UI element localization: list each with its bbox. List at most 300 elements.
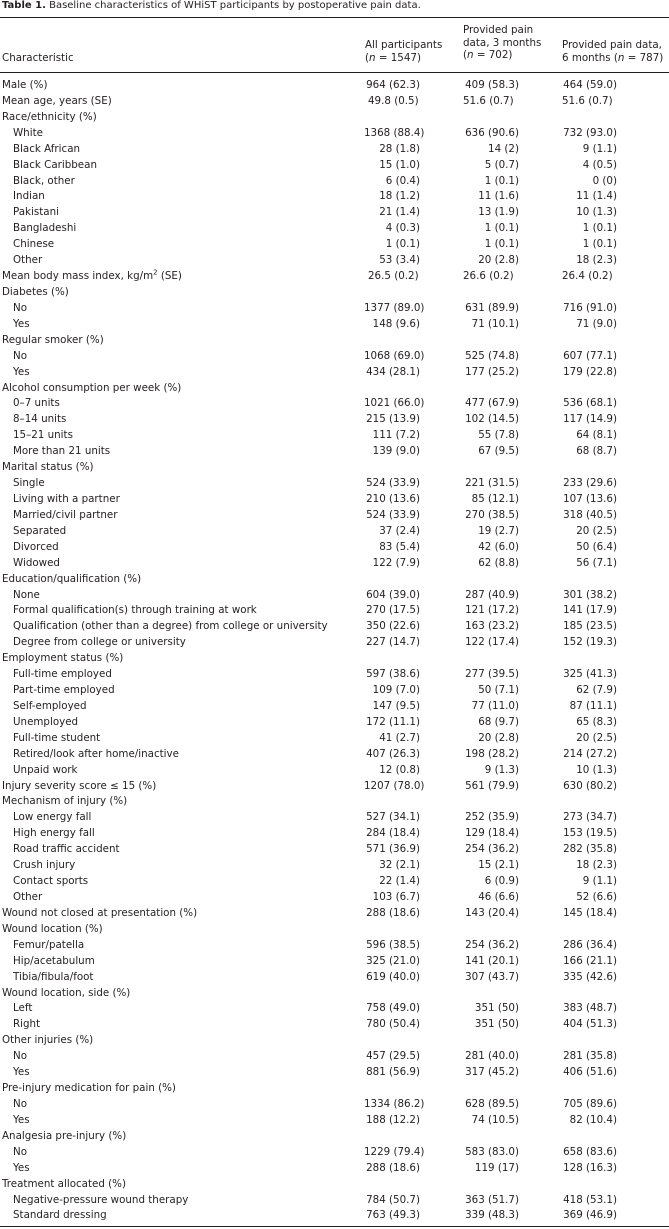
pain-6m-cell: 464 (59.0) — [563, 79, 617, 91]
pain-6m-cell: 607 (77.1) — [563, 349, 617, 362]
all-participants-cell: 270 (17.5) — [366, 604, 420, 617]
header-characteristic: Characteristic — [2, 52, 74, 64]
pain-6m-cell: 18 (2.3) — [576, 859, 617, 872]
header-3-months — [463, 24, 541, 62]
pain-3m-cell: 15 (2.1) — [478, 859, 519, 872]
all-participants-cell: 18 (1.2) — [379, 190, 420, 203]
table-row — [0, 221, 669, 237]
pain-3m-cell: 177 (25.2) — [465, 365, 519, 378]
pain-3m-cell: 409 (58.3) — [465, 79, 519, 91]
all-participants-cell: 763 (49.3) — [366, 1209, 420, 1222]
row-label: Unpaid work — [13, 763, 78, 776]
section-header-row — [0, 986, 669, 1002]
header-3m-line1: Provided pain — [463, 24, 534, 36]
all-participants-cell: 147 (9.5) — [372, 699, 420, 712]
table-row — [0, 635, 669, 651]
table-row — [0, 826, 669, 842]
pain-6m-cell: 658 (83.6) — [563, 1145, 617, 1158]
row-label: Other — [13, 254, 43, 267]
table-row — [0, 1208, 669, 1224]
pain-3m-cell: 13 (1.9) — [478, 206, 519, 219]
table-row — [0, 158, 669, 174]
all-participants-cell: 434 (28.1) — [366, 365, 420, 378]
table-row — [0, 1145, 669, 1161]
pain-3m-cell: 363 (51.7) — [465, 1193, 519, 1206]
table-row — [0, 269, 669, 285]
table-row — [0, 858, 669, 874]
pain-3m-cell: 9 (1.3) — [484, 763, 519, 776]
pain-3m-cell: 14 (2) — [488, 142, 519, 155]
pain-3m-cell: 5 (0.7) — [484, 158, 519, 171]
pain-6m-cell: 166 (21.1) — [563, 954, 617, 967]
all-participants-cell: 619 (40.0) — [366, 970, 420, 983]
pain-6m-cell: 630 (80.2) — [563, 779, 617, 792]
pain-3m-cell: 85 (12.1) — [471, 492, 519, 505]
all-participants-cell: 524 (33.9) — [366, 508, 420, 521]
header-6m-line1: Provided pain data, — [562, 39, 662, 51]
all-participants-cell: 407 (26.3) — [366, 747, 420, 760]
row-label: Divorced — [13, 540, 59, 553]
all-participants-cell: 1021 (66.0) — [364, 397, 425, 410]
pain-3m-cell: 277 (39.5) — [465, 668, 519, 681]
pain-3m-cell: 141 (20.1) — [465, 954, 519, 967]
row-label: Yes — [13, 317, 30, 330]
all-participants-cell: 53 (3.4) — [379, 254, 420, 267]
pain-6m-cell: 214 (27.2) — [563, 747, 617, 760]
pain-6m-cell: 62 (7.9) — [576, 684, 617, 697]
pain-6m-cell: 418 (53.1) — [563, 1193, 617, 1206]
all-participants-cell: 210 (13.6) — [366, 492, 420, 505]
all-participants-cell: 780 (50.4) — [366, 1018, 420, 1031]
all-participants-cell: 215 (13.9) — [366, 413, 420, 426]
table-row — [0, 508, 669, 524]
row-label: Employment status (%) — [2, 652, 124, 665]
row-label: No — [13, 1145, 28, 1158]
row-label: Degree from college or university — [13, 636, 186, 649]
pain-6m-cell: 20 (2.5) — [576, 731, 617, 744]
row-label: Treatment allocated (%) — [2, 1177, 126, 1190]
pain-3m-cell: 636 (90.6) — [465, 126, 519, 139]
row-label: Contact sports — [13, 875, 89, 888]
pain-6m-cell: 404 (51.3) — [563, 1018, 617, 1031]
table-row — [0, 412, 669, 428]
all-participants-cell: 1 (0.1) — [385, 238, 420, 251]
section-header-row — [0, 1081, 669, 1097]
row-label: Full-time employed — [13, 668, 112, 681]
row-label: Hip/acetabulum — [13, 954, 95, 967]
row-label: Living with a partner — [13, 492, 120, 505]
table-row — [0, 317, 669, 333]
section-header-row — [0, 333, 669, 349]
table-row — [0, 731, 669, 747]
table-row — [0, 938, 669, 954]
all-participants-cell: 1377 (89.0) — [364, 301, 425, 314]
pain-6m-cell: 282 (35.8) — [563, 843, 617, 856]
all-participants-cell: 288 (18.6) — [366, 906, 420, 919]
row-label: Wound not closed at presentation (%) — [2, 906, 198, 919]
pain-6m-cell: 9 (1.1) — [582, 875, 617, 888]
table-row — [0, 1017, 669, 1033]
table-row — [0, 78, 669, 94]
all-participants-cell: 1334 (86.2) — [364, 1098, 425, 1110]
pain-6m-cell: 0 (0) — [592, 174, 617, 187]
row-label: Other — [13, 891, 43, 904]
pain-6m-cell: 273 (34.7) — [563, 811, 617, 824]
table-row — [0, 1001, 669, 1017]
row-label: Indian — [13, 190, 45, 203]
table-row — [0, 126, 669, 142]
all-participants-cell: 964 (62.3) — [366, 79, 420, 91]
row-label: Injury severity score ≤ 15 (%) — [2, 779, 157, 792]
table-row — [0, 1097, 669, 1113]
row-label: Self-employed — [13, 699, 87, 712]
pain-3m-cell: 339 (48.3) — [465, 1209, 519, 1222]
all-participants-cell: 22 (1.4) — [379, 875, 420, 888]
pain-3m-cell: 628 (89.5) — [465, 1098, 519, 1110]
table-row — [0, 428, 669, 444]
table-row — [0, 189, 669, 205]
row-label: No — [13, 1098, 28, 1110]
row-label: Left — [13, 1002, 33, 1015]
row-label: Race/ethnicity (%) — [2, 110, 97, 123]
pain-3m-cell: 71 (10.1) — [471, 317, 519, 330]
pain-3m-cell: 351 (50) — [474, 1002, 519, 1015]
row-label: Unemployed — [13, 715, 79, 728]
section-header-row — [0, 110, 669, 126]
row-label: 15–21 units — [13, 429, 73, 442]
section-header-row — [0, 651, 669, 667]
all-participants-cell: 1207 (78.0) — [364, 779, 425, 792]
all-participants-cell: 49.8 (0.5) — [368, 94, 419, 107]
row-label: Chinese — [13, 238, 55, 251]
section-header-row — [0, 460, 669, 476]
all-participants-cell: 15 (1.0) — [379, 158, 420, 171]
pain-6m-cell: 11 (1.4) — [576, 190, 617, 203]
all-participants-cell: 41 (2.7) — [379, 731, 420, 744]
pain-3m-cell: 163 (23.2) — [465, 620, 519, 633]
all-participants-cell: 288 (18.6) — [366, 1161, 420, 1174]
table-row — [0, 396, 669, 412]
all-participants-cell: 350 (22.6) — [366, 620, 420, 633]
pain-3m-cell: 122 (17.4) — [465, 636, 519, 649]
row-label: Standard dressing — [13, 1209, 107, 1222]
pain-6m-cell: 335 (42.6) — [563, 970, 617, 983]
table-row — [0, 349, 669, 365]
row-label: Pre-injury medication for pain (%) — [2, 1082, 176, 1095]
row-label: Black, other — [13, 174, 75, 187]
pain-3m-cell: 254 (36.2) — [465, 938, 519, 951]
section-header-row — [0, 381, 669, 397]
section-header-row — [0, 922, 669, 938]
pain-6m-cell: 179 (22.8) — [563, 365, 617, 378]
table-row — [0, 954, 669, 970]
all-participants-cell: 1368 (88.4) — [364, 126, 425, 139]
pain-3m-cell: 68 (9.7) — [478, 715, 519, 728]
pain-6m-cell: 185 (23.5) — [563, 620, 617, 633]
row-label: Crush injury — [13, 859, 76, 872]
table-caption — [2, 0, 667, 12]
table-row — [0, 970, 669, 986]
table-row — [0, 1049, 669, 1065]
pain-6m-cell: 233 (29.6) — [563, 477, 617, 490]
row-label: 0–7 units — [13, 397, 60, 410]
header-3m-line2: data, 3 months — [463, 36, 542, 49]
all-participants-cell: 604 (39.0) — [366, 588, 420, 601]
all-participants-cell: 784 (50.7) — [366, 1193, 420, 1206]
header-3m-line3: (n = 702) — [463, 49, 513, 62]
pain-6m-cell: 10 (1.3) — [576, 763, 617, 776]
pain-3m-cell: 50 (7.1) — [478, 684, 519, 697]
table-row — [0, 699, 669, 715]
table-row — [0, 667, 669, 683]
row-label: Mean body mass index, $kg/m^2$ (SE) — [2, 268, 182, 283]
all-participants-cell: 881 (56.9) — [366, 1066, 420, 1079]
table-row — [0, 1065, 669, 1081]
row-label: Retired/look after home/inactive — [13, 747, 179, 760]
row-label: Low energy fall — [13, 811, 92, 824]
all-participants-cell: 227 (14.7) — [366, 636, 420, 649]
row-label: White — [13, 126, 43, 139]
pain-3m-cell: 51.6 (0.7) — [463, 94, 514, 107]
all-participants-cell: 1068 (69.0) — [364, 349, 425, 362]
table-row — [0, 906, 669, 922]
pain-3m-cell: 221 (31.5) — [465, 477, 519, 490]
pain-6m-cell: 301 (38.2) — [563, 588, 617, 601]
header-6-months — [562, 39, 663, 64]
all-participants-cell: 12 (0.8) — [379, 763, 420, 776]
table-row — [0, 1161, 669, 1177]
table-row — [0, 365, 669, 381]
table-body — [0, 78, 669, 1224]
header-all-line2: (n = 1547) — [365, 51, 421, 64]
pain-3m-cell: 62 (8.8) — [478, 556, 519, 569]
pain-3m-cell: 26.6 (0.2) — [463, 270, 514, 283]
pain-3m-cell: 281 (40.0) — [465, 1050, 519, 1063]
pain-3m-cell: 254 (36.2) — [465, 843, 519, 856]
all-participants-cell: 32 (2.1) — [379, 859, 420, 872]
pain-6m-cell: 68 (8.7) — [576, 445, 617, 458]
pain-6m-cell: 4 (0.5) — [582, 158, 617, 171]
row-label: Separated — [13, 524, 67, 537]
section-header-row — [0, 285, 669, 301]
pain-6m-cell: 82 (10.4) — [569, 1113, 617, 1126]
row-label: Education/qualification (%) — [2, 572, 142, 585]
pain-6m-cell: 152 (19.3) — [563, 636, 617, 649]
pain-3m-cell: 307 (43.7) — [465, 970, 519, 983]
pain-6m-cell: 56 (7.1) — [576, 556, 617, 569]
all-participants-cell: 148 (9.6) — [372, 317, 420, 330]
pain-3m-cell: 1 (0.1) — [484, 222, 519, 235]
all-participants-cell: 26.5 (0.2) — [368, 270, 419, 283]
pain-3m-cell: 20 (2.8) — [478, 731, 519, 744]
pain-3m-cell: 19 (2.7) — [478, 524, 519, 537]
pain-6m-cell: 369 (46.9) — [563, 1209, 617, 1222]
pain-6m-cell: 128 (16.3) — [563, 1161, 617, 1174]
all-participants-cell: 6 (0.4) — [385, 174, 420, 187]
row-label: Alcohol consumption per week (%) — [2, 381, 182, 394]
all-participants-cell: 597 (38.6) — [366, 668, 420, 681]
header-6m-line2: 6 months (n = 787) — [562, 51, 664, 64]
pain-6m-cell: 145 (18.4) — [563, 906, 617, 919]
all-participants-cell: 28 (1.8) — [379, 142, 420, 155]
pain-6m-cell: 383 (48.7) — [563, 1002, 617, 1015]
pain-3m-cell: 46 (6.6) — [478, 891, 519, 904]
pain-3m-cell: 20 (2.8) — [478, 254, 519, 267]
row-label: Negative-pressure wound therapy — [13, 1193, 189, 1206]
pain-3m-cell: 102 (14.5) — [465, 413, 519, 426]
pain-3m-cell: 317 (45.2) — [465, 1066, 519, 1079]
table-row — [0, 874, 669, 890]
row-label: None — [13, 588, 40, 601]
row-label: Widowed — [13, 556, 60, 569]
row-label: Yes — [13, 1113, 30, 1126]
pain-6m-cell: 1 (0.1) — [582, 222, 617, 235]
table-row — [0, 747, 669, 763]
pain-3m-cell: 129 (18.4) — [465, 827, 519, 840]
pain-6m-cell: 153 (19.5) — [563, 827, 617, 840]
pain-3m-cell: 121 (17.2) — [465, 604, 519, 617]
row-label: High energy fall — [13, 827, 95, 840]
table-row — [0, 205, 669, 221]
all-participants-cell: 4 (0.3) — [385, 222, 420, 235]
table-row — [0, 779, 669, 795]
pain-3m-cell: 198 (28.2) — [465, 747, 519, 760]
pain-3m-cell: 55 (7.8) — [478, 429, 519, 442]
pain-3m-cell: 74 (10.5) — [471, 1113, 519, 1126]
row-label: Right — [13, 1018, 41, 1031]
all-participants-cell: 325 (21.0) — [366, 954, 420, 967]
table-row — [0, 1193, 669, 1209]
row-label: Qualification (other than a degree) from college or university — [13, 620, 328, 633]
pain-3m-cell: 252 (35.9) — [465, 811, 519, 824]
pain-6m-cell: 536 (68.1) — [563, 397, 617, 410]
pain-3m-cell: 270 (38.5) — [465, 508, 519, 521]
table-row — [0, 619, 669, 635]
top-rule — [0, 17, 669, 18]
pain-6m-cell: 318 (40.5) — [563, 508, 617, 521]
all-participants-cell: 83 (5.4) — [379, 540, 420, 553]
row-label: Yes — [13, 1161, 30, 1174]
pain-3m-cell: 583 (83.0) — [465, 1145, 519, 1158]
pain-6m-cell: 65 (8.3) — [576, 715, 617, 728]
row-label: More than 21 units — [13, 445, 111, 458]
table-row — [0, 476, 669, 492]
row-label: 8–14 units — [13, 413, 67, 426]
pain-6m-cell: 64 (8.1) — [576, 429, 617, 442]
pain-3m-cell: 42 (6.0) — [478, 540, 519, 553]
pain-6m-cell: 87 (11.1) — [569, 699, 617, 712]
pain-6m-cell: 406 (51.6) — [563, 1066, 617, 1079]
row-label: Male (%) — [2, 79, 48, 91]
all-participants-cell: 758 (49.0) — [366, 1002, 420, 1015]
pain-3m-cell: 11 (1.6) — [478, 190, 519, 203]
section-header-row — [0, 1033, 669, 1049]
table-row — [0, 237, 669, 253]
bottom-rule — [0, 1226, 669, 1227]
pain-3m-cell: 1 (0.1) — [484, 174, 519, 187]
row-label: Femur/patella — [13, 938, 85, 951]
row-label: Marital status (%) — [2, 461, 94, 474]
table-row — [0, 588, 669, 604]
table-row — [0, 715, 669, 731]
pain-3m-cell: 477 (67.9) — [465, 397, 519, 410]
all-participants-cell: 21 (1.4) — [379, 206, 420, 219]
row-label: Formal qualification(s) through training at work — [13, 604, 257, 617]
pain-3m-cell: 143 (20.4) — [465, 906, 519, 919]
table-row — [0, 810, 669, 826]
row-label: Mechanism of injury (%) — [2, 795, 128, 808]
all-participants-cell: 109 (7.0) — [372, 684, 420, 697]
all-participants-cell: 172 (11.1) — [366, 715, 420, 728]
table-row — [0, 603, 669, 619]
pain-6m-cell: 117 (14.9) — [563, 413, 617, 426]
pain-6m-cell: 286 (36.4) — [563, 938, 617, 951]
all-participants-cell: 188 (12.2) — [366, 1113, 420, 1126]
table-row — [0, 540, 669, 556]
all-participants-cell: 139 (9.0) — [372, 445, 420, 458]
pain-3m-cell: 1 (0.1) — [484, 238, 519, 251]
pain-3m-cell: 119 (17) — [474, 1161, 519, 1174]
row-label: Mean age, years (SE) — [2, 94, 112, 107]
table-row — [0, 492, 669, 508]
row-label: Part-time employed — [13, 684, 115, 697]
table-row — [0, 142, 669, 158]
pain-6m-cell: 716 (91.0) — [563, 301, 617, 314]
table-row — [0, 94, 669, 110]
table-row — [0, 842, 669, 858]
section-header-row — [0, 1129, 669, 1145]
row-label: Wound location, side (%) — [2, 986, 131, 999]
pain-6m-cell: 325 (41.3) — [563, 668, 617, 681]
row-label: Pakistani — [13, 206, 59, 219]
row-label: Diabetes (%) — [2, 285, 69, 298]
row-label: No — [13, 1050, 28, 1063]
pain-6m-cell: 281 (35.8) — [563, 1050, 617, 1063]
all-participants-cell: 1229 (79.4) — [364, 1145, 425, 1158]
pain-6m-cell: 26.4 (0.2) — [562, 270, 613, 283]
pain-3m-cell: 631 (89.9) — [465, 301, 519, 314]
row-label: Yes — [13, 365, 30, 378]
all-participants-cell: 571 (36.9) — [366, 843, 420, 856]
table-row — [0, 556, 669, 572]
pain-6m-cell: 20 (2.5) — [576, 524, 617, 537]
all-participants-cell: 457 (29.5) — [366, 1050, 420, 1063]
pain-6m-cell: 52 (6.6) — [576, 891, 617, 904]
table-row — [0, 174, 669, 190]
pain-6m-cell: 18 (2.3) — [576, 254, 617, 267]
all-participants-cell: 524 (33.9) — [366, 477, 420, 490]
pain-3m-cell: 561 (79.9) — [465, 779, 519, 792]
row-label: Black Caribbean — [13, 158, 97, 171]
pain-6m-cell: 51.6 (0.7) — [562, 94, 613, 107]
row-label: Analgesia pre-injury (%) — [2, 1129, 127, 1142]
all-participants-cell: 111 (7.2) — [372, 429, 420, 442]
header-all-line1: All participants — [365, 39, 443, 51]
caption-text: Baseline characteristics of WHiST participants by postoperative pain data. — [49, 0, 421, 11]
all-participants-cell: 284 (18.4) — [366, 827, 420, 840]
table-row — [0, 524, 669, 540]
row-label: Married/civil partner — [13, 508, 118, 521]
header-all-participants — [365, 39, 442, 64]
row-label: Regular smoker (%) — [2, 333, 104, 346]
row-label: Wound location (%) — [2, 922, 103, 935]
all-participants-cell: 103 (6.7) — [372, 891, 420, 904]
table-row — [0, 890, 669, 906]
pain-3m-cell: 6 (0.9) — [484, 875, 519, 888]
table-row — [0, 301, 669, 317]
pain-6m-cell: 705 (89.6) — [563, 1098, 617, 1110]
pain-6m-cell: 71 (9.0) — [576, 317, 617, 330]
